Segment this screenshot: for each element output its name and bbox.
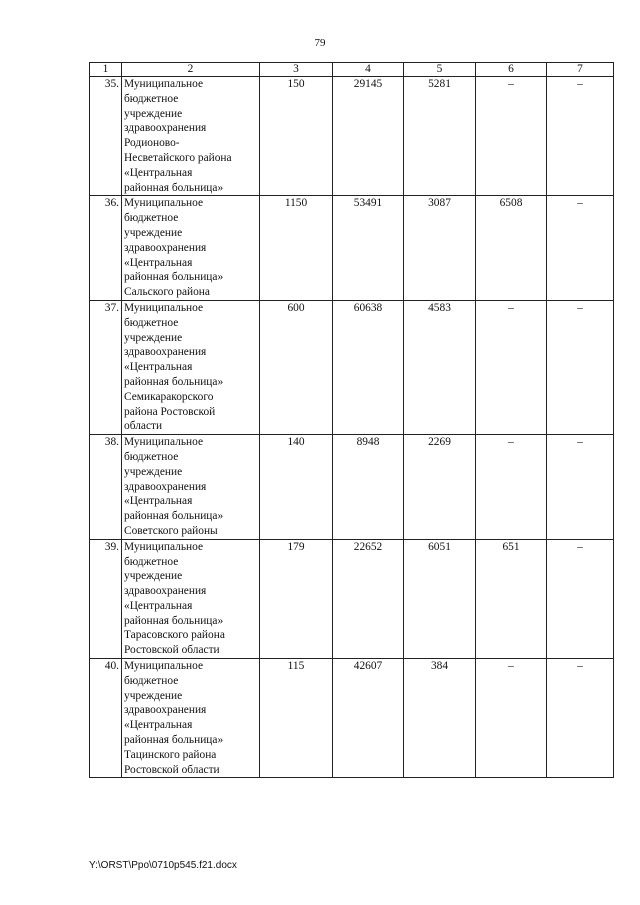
institution-name-line: Родионово-	[124, 137, 180, 150]
cell-col-7: –	[547, 539, 614, 658]
table-row	[90, 77, 614, 196]
cell-col-3: 179	[260, 539, 333, 658]
row-number: 39.	[90, 539, 122, 658]
institution-name-line: здравоохранения	[124, 704, 207, 717]
institution-name-line: районная больница»	[124, 271, 224, 284]
row-number: 40.	[90, 659, 122, 778]
institution-name-line: районная больница»	[124, 614, 224, 627]
cell-col-4: 29145	[333, 77, 404, 196]
cell-col-3: 1150	[260, 196, 333, 301]
table-row	[90, 196, 614, 301]
institution-name-line: «Центральная	[124, 361, 193, 374]
institution-name-line: бюджетное	[124, 450, 179, 463]
cell-col-6: –	[476, 300, 547, 434]
col-header-5: 5	[404, 63, 476, 77]
institution-name-line: учреждение	[124, 107, 183, 120]
institution-name-line: Муниципальное	[124, 301, 204, 314]
institution-name-line: районная больница»	[124, 375, 224, 388]
page-number: 79	[314, 37, 326, 49]
cell-col-3: 150	[260, 77, 333, 196]
cell-col-6: –	[476, 435, 547, 540]
cell-col-5: 3087	[404, 196, 476, 301]
institution-name-line: Муниципальное	[124, 78, 204, 90]
institution-name-line: района Ростовской	[124, 405, 216, 418]
institutions-table	[89, 62, 614, 778]
institution-name-line: учреждение	[124, 689, 183, 702]
institution-name-line: Несветайского района	[124, 151, 232, 164]
institution-name-line: учреждение	[124, 226, 183, 239]
cell-col-6: 651	[476, 539, 547, 658]
cell-col-4: 8948	[333, 435, 404, 540]
institution-name-line: учреждение	[124, 331, 183, 344]
institution-name-line: бюджетное	[124, 92, 179, 105]
institution-name-line: здравоохранения	[124, 122, 207, 135]
institution-name-line: Ростовской области	[124, 763, 220, 776]
table-row	[90, 300, 614, 434]
institution-name-line: районная больница»	[124, 181, 224, 194]
institution-name-line: здравоохранения	[124, 346, 207, 359]
institution-name-line: здравоохранения	[124, 585, 207, 598]
institution-name-line: бюджетное	[124, 316, 179, 329]
institution-name-line: «Центральная	[124, 495, 193, 508]
institution-name-line: «Центральная	[124, 166, 193, 179]
cell-col-5: 384	[404, 659, 476, 778]
institution-name-line: Муниципальное	[124, 660, 204, 673]
institution-name-line: Советского районы	[124, 524, 218, 537]
institution-name-line: Муниципальное	[124, 436, 204, 449]
institution-name-line: учреждение	[124, 465, 183, 478]
cell-col-5: 5281	[404, 77, 476, 196]
cell-col-3: 115	[260, 659, 333, 778]
cell-col-3: 600	[260, 300, 333, 434]
institution-name	[122, 659, 260, 778]
cell-col-4: 22652	[333, 539, 404, 658]
cell-col-6: 6508	[476, 196, 547, 301]
institution-name-line: здравоохранения	[124, 241, 207, 254]
institution-name-line: Муниципальное	[124, 197, 204, 210]
institution-name-line: Тарасовского района	[124, 629, 225, 642]
institution-name-line: учреждение	[124, 570, 183, 583]
institution-name	[122, 196, 260, 301]
footer-file-path: Y:\ORST\Ppo\0710p545.f21.docx	[89, 860, 237, 871]
institution-name-line: Муниципальное	[124, 540, 204, 553]
cell-col-6: –	[476, 77, 547, 196]
col-header-6: 6	[476, 63, 547, 77]
cell-col-7: –	[547, 196, 614, 301]
cell-col-4: 60638	[333, 300, 404, 434]
row-number: 35.	[90, 77, 122, 196]
cell-col-4: 42607	[333, 659, 404, 778]
col-header-1: 1	[90, 63, 122, 77]
table-row	[90, 659, 614, 778]
institution-name-line: Сальского района	[124, 286, 210, 299]
institution-name-line: Ростовской области	[124, 644, 220, 657]
institution-name-line: «Центральная	[124, 599, 193, 612]
col-header-7: 7	[547, 63, 614, 77]
cell-col-3: 140	[260, 435, 333, 540]
row-number: 37.	[90, 300, 122, 434]
cell-col-7: –	[547, 435, 614, 540]
table-row	[90, 539, 614, 658]
table-row	[90, 435, 614, 540]
row-number: 38.	[90, 435, 122, 540]
cell-col-7: –	[547, 659, 614, 778]
institution-name-line: бюджетное	[124, 212, 179, 225]
institution-name	[122, 300, 260, 434]
institution-name-line: районная больница»	[124, 510, 224, 523]
institution-name	[122, 77, 260, 196]
institution-name-line: Семикаракорского	[124, 390, 214, 403]
cell-col-5: 2269	[404, 435, 476, 540]
institution-name-line: бюджетное	[124, 555, 179, 568]
col-header-4: 4	[333, 63, 404, 77]
cell-col-4: 53491	[333, 196, 404, 301]
institution-name	[122, 539, 260, 658]
header-row	[90, 63, 614, 77]
institution-name-line: «Центральная	[124, 719, 193, 732]
institution-name-line: Тацинского района	[124, 748, 217, 761]
institution-name-line: «Центральная	[124, 256, 193, 269]
institution-name-line: области	[124, 420, 163, 433]
institution-name	[122, 435, 260, 540]
col-header-2: 2	[122, 63, 260, 77]
cell-col-7: –	[547, 300, 614, 434]
cell-col-6: –	[476, 659, 547, 778]
cell-col-5: 6051	[404, 539, 476, 658]
cell-col-7: –	[547, 77, 614, 196]
row-number: 36.	[90, 196, 122, 301]
col-header-3: 3	[260, 63, 333, 77]
institution-name-line: бюджетное	[124, 674, 179, 687]
cell-col-5: 4583	[404, 300, 476, 434]
institution-name-line: здравоохранения	[124, 480, 207, 493]
institution-name-line: районная больница»	[124, 734, 224, 747]
